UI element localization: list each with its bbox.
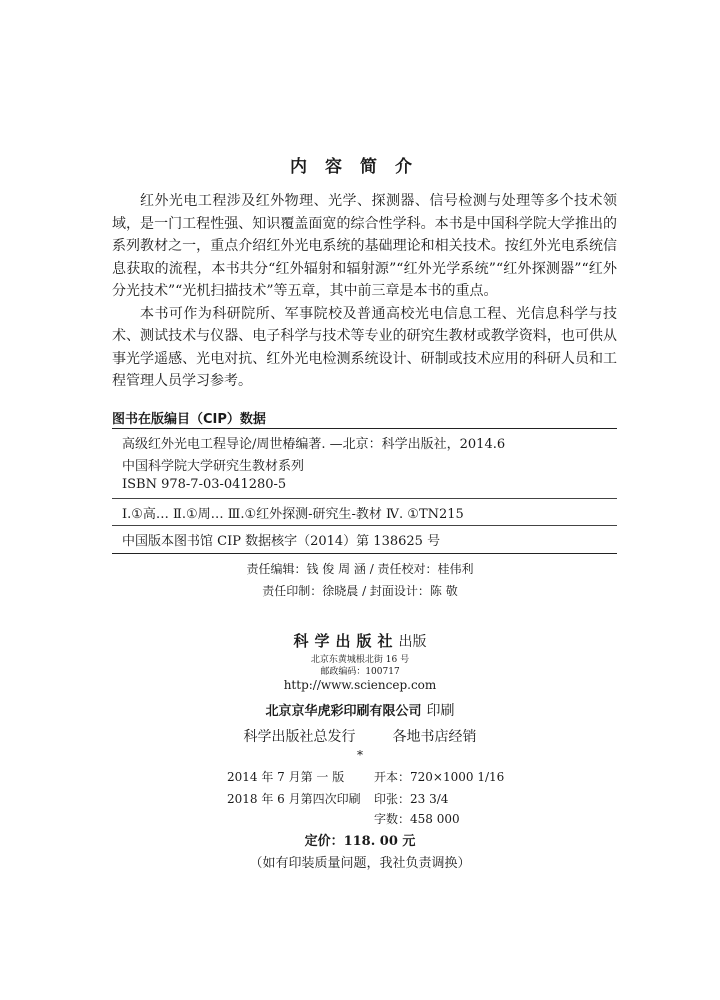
cip-record-number-line: 中国版本图书馆 CIP 数据核字（2014）第 138625 号 <box>122 534 441 549</box>
cip-data-block <box>112 428 617 554</box>
credits-printing: 责任印制：徐晓晨 / 封面设计：陈 敬 <box>262 584 458 598</box>
edition-format: 开本：720×1000 1/16 <box>374 770 505 784</box>
cip-isbn-line: ISBN 978-7-03-041280-5 <box>122 477 287 492</box>
distribution-line <box>0 726 720 746</box>
intro-paragraph-1: 红外光电工程涉及红外物理、光学、探测器、信号检测与处理等多个技术领域，是一门工程性强、知识覆盖面宽的综合性学科。本书是中国科学院大学推出的系列教材之一，重点介绍红外光电系统的基础理论和相关技术。按红外光电系统信息获取的流程，本书共分“红外辐射和辐射源”“红外光学系统”“红外探测器”“红外分光技术”“光机扫描技术”等五章，其中前三章是本书的重点。 <box>112 193 617 299</box>
edition-words: 字数：458 000 <box>374 812 460 826</box>
cip-series-line: 中国科学院大学研究生教材系列 <box>122 459 305 474</box>
publisher-address: 北京东黄城根北街 16 号 <box>310 655 410 665</box>
intro-paragraph-2: 本书可作为科研院所、军事院校及普通高校光电信息工程、光信息科学与技术、测试技术与仪器、电子科学与技术等专业的研究生教材或教学资料，也可供从事光学遥感、光电对抗、红外光电检测系统设计、研制或技术应用的科研人员和工程管理人员学习参考。 <box>112 305 617 389</box>
cip-heading: 图书在版编目（CIP）数据 <box>112 412 266 427</box>
cip-title-line: 高级红外光电工程导论/周世椿编著. —北京：科学出版社，2014.6 <box>122 437 506 452</box>
edition-first: 2014 年 7 月第 一 版 <box>227 770 345 784</box>
printer-line <box>0 700 720 720</box>
cip-divider <box>112 525 617 526</box>
printer-suffix: 印刷 <box>426 703 455 719</box>
publisher-line <box>0 630 720 651</box>
printer-name: 北京京华虎彩印刷有限公司 <box>265 704 422 719</box>
publisher-url: http://www.sciencep.com <box>283 678 437 692</box>
distribution-left: 科学出版社总发行 <box>243 729 356 745</box>
book-price: 定价：118. 00 元 <box>304 834 416 849</box>
credits-editors: 责任编辑：钱 俊 周 涵 / 责任校对：桂伟利 <box>246 562 474 576</box>
quality-note: （如有印装质量问题，我社负责调换） <box>249 856 471 871</box>
publisher-suffix: 出版 <box>398 634 427 650</box>
cip-classification-line: Ⅰ.①高… Ⅱ.①周… Ⅲ.①红外探测-研究生-教材 Ⅳ. ①TN215 <box>122 507 464 522</box>
edition-reprint: 2018 年 6 月第四次印刷 <box>227 792 361 806</box>
separator-star: * <box>357 748 363 762</box>
content-intro-title: 内容简介 <box>290 157 430 177</box>
content-intro-body <box>112 190 617 393</box>
edition-sheets: 印张：23 3/4 <box>374 792 449 806</box>
publisher-logo-name: 科学出版社 <box>293 632 399 650</box>
publisher-postcode: 邮政编码：100717 <box>320 667 400 677</box>
distribution-right: 各地书店经销 <box>392 729 477 745</box>
cip-divider <box>112 498 617 499</box>
